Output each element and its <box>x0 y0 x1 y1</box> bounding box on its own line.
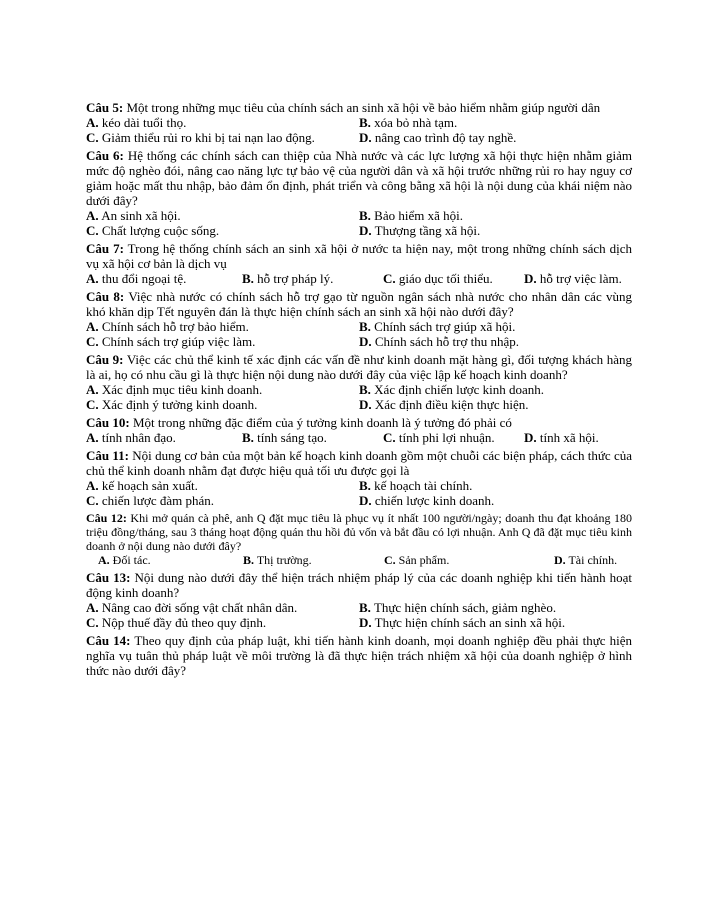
option-letter: C. <box>86 223 99 238</box>
option-row <box>86 553 632 567</box>
option-row <box>86 334 632 349</box>
document-page <box>86 100 632 681</box>
question-text <box>86 289 632 319</box>
option-a <box>86 382 359 397</box>
option-text: Chính sách hỗ trợ thu nhập. <box>374 334 519 349</box>
question-text <box>86 633 632 678</box>
option-d <box>359 493 632 508</box>
option-text: xóa bỏ nhà tạm. <box>374 115 458 130</box>
question-label: Câu 14: <box>86 633 131 648</box>
option-text: Chính sách trợ giúp việc làm. <box>101 334 256 349</box>
option-letter: C. <box>86 334 99 349</box>
question-12 <box>86 511 632 567</box>
option-c <box>86 223 359 238</box>
option-text: tính sáng tạo. <box>257 430 327 445</box>
option-b <box>359 208 632 223</box>
question-text <box>86 511 632 553</box>
option-text: An sinh xã hội. <box>101 208 181 223</box>
option-row <box>86 397 632 412</box>
question-text <box>86 352 632 382</box>
option-a <box>86 600 359 615</box>
option-text: Thị trường. <box>256 553 312 567</box>
option-c <box>86 493 359 508</box>
question-label: Câu 11: <box>86 448 130 463</box>
option-a <box>86 430 242 445</box>
option-text: tính nhân đạo. <box>101 430 176 445</box>
option-d <box>359 130 632 145</box>
option-text: Thực hiện chính sách an sinh xã hội. <box>374 615 566 630</box>
question-body: Trong hệ thống chính sách an sinh xã hội ở nước ta hiện nay, một trong những chính sách dịch vụ xã hội cơ bản là dịch vụ <box>86 241 633 271</box>
question-14 <box>86 633 632 678</box>
option-row <box>86 478 632 493</box>
option-letter: B. <box>359 478 371 493</box>
option-letter: B. <box>359 382 371 397</box>
option-text: nâng cao trình độ tay nghề. <box>374 130 517 145</box>
option-b <box>243 553 384 567</box>
option-text: Thượng tầng xã hội. <box>374 223 481 238</box>
option-letter: A. <box>86 319 99 334</box>
option-letter: A. <box>86 115 99 130</box>
option-c <box>383 271 524 286</box>
option-text: tính xã hội. <box>539 430 599 445</box>
question-body: Một trong những đặc điểm của ý tưởng kinh doanh là ý tưởng đó phải có <box>132 415 512 430</box>
option-letter: B. <box>242 430 254 445</box>
option-text: thu đổi ngoại tệ. <box>101 271 187 286</box>
option-text: Sản phẩm. <box>398 553 450 567</box>
option-d <box>359 397 632 412</box>
question-8 <box>86 289 632 349</box>
option-text: kế hoạch tài chính. <box>374 478 473 493</box>
option-text: Bảo hiểm xã hội. <box>374 208 463 223</box>
option-text: Xác định ý tưởng kinh doanh. <box>101 397 258 412</box>
option-letter: B. <box>359 208 371 223</box>
question-5 <box>86 100 632 145</box>
option-text: Đối tác. <box>112 553 151 567</box>
option-b <box>359 478 632 493</box>
question-label: Câu 7: <box>86 241 124 256</box>
option-letter: A. <box>86 208 99 223</box>
question-body: Việc các chủ thể kinh tế xác định các vấn đề như kinh doanh mặt hàng gì, đối tượng khách hàng là ai, họ có nhu cầu gì là thực hiện nội dung nào dưới đây của việc lập kế hoạch kinh doanh? <box>86 352 633 382</box>
option-text: Giảm thiểu rủi ro khi bị tai nạn lao động. <box>101 130 315 145</box>
question-label: Câu 9: <box>86 352 124 367</box>
option-b <box>359 115 632 130</box>
question-label: Câu 5: <box>86 100 124 115</box>
option-d <box>554 553 632 567</box>
question-11 <box>86 448 632 508</box>
option-d <box>524 430 632 445</box>
option-letter: D. <box>554 553 566 567</box>
option-text: chiến lược kinh doanh. <box>374 493 495 508</box>
option-letter: B. <box>243 553 255 567</box>
question-13 <box>86 570 632 630</box>
option-c <box>86 615 359 630</box>
question-label: Câu 12: <box>86 511 127 525</box>
option-letter: D. <box>359 615 372 630</box>
option-d <box>524 271 632 286</box>
option-text: tính phi lợi nhuận. <box>398 430 495 445</box>
option-a <box>86 115 359 130</box>
question-text <box>86 100 632 115</box>
question-body: Một trong những mục tiêu của chính sách an sinh xã hội về bảo hiểm nhằm giúp người dân <box>126 100 601 115</box>
option-row <box>86 493 632 508</box>
option-letter: A. <box>86 478 99 493</box>
option-letter: B. <box>359 115 371 130</box>
option-text: Nộp thuế đầy đủ theo quy định. <box>101 615 267 630</box>
option-row <box>86 319 632 334</box>
question-7 <box>86 241 632 286</box>
option-text: Tài chính. <box>568 553 618 567</box>
option-letter: C. <box>86 130 99 145</box>
option-letter: A. <box>86 382 99 397</box>
option-row <box>86 223 632 238</box>
option-row <box>86 382 632 397</box>
question-body: Nội dung cơ bản của một bản kế hoạch kinh doanh gồm một chuỗi các biện pháp, cách thức của chủ thể kinh doanh nhằm đạt được hiệu quả tối ưu được gọi là <box>86 448 632 478</box>
option-c <box>383 430 524 445</box>
option-b <box>359 600 632 615</box>
option-text: kéo dài tuổi thọ. <box>101 115 187 130</box>
option-row <box>86 115 632 130</box>
question-label: Câu 10: <box>86 415 130 430</box>
option-row <box>86 600 632 615</box>
option-letter: C. <box>383 430 396 445</box>
question-body: Nội dung nào dưới đây thể hiện trách nhiệm pháp lý của các doanh nghiệp khi tiến hành hoạt động kinh doanh? <box>86 570 633 600</box>
option-d <box>359 223 632 238</box>
option-text: Chính sách trợ giúp xã hội. <box>374 319 516 334</box>
option-text: chiến lược đàm phán. <box>101 493 214 508</box>
option-letter: D. <box>359 130 372 145</box>
option-row <box>86 430 632 445</box>
option-d <box>359 615 632 630</box>
question-6 <box>86 148 632 238</box>
option-letter: C. <box>86 493 99 508</box>
option-letter: C. <box>86 615 99 630</box>
question-label: Câu 8: <box>86 289 125 304</box>
question-text <box>86 448 632 478</box>
question-label: Câu 13: <box>86 570 131 585</box>
option-b <box>242 271 383 286</box>
question-text <box>86 415 632 430</box>
option-b <box>242 430 383 445</box>
option-text: Chính sách hỗ trợ bảo hiểm. <box>101 319 249 334</box>
option-d <box>359 334 632 349</box>
option-letter: A. <box>86 600 99 615</box>
question-9 <box>86 352 632 412</box>
option-a <box>98 553 243 567</box>
option-a <box>86 208 359 223</box>
question-text <box>86 241 632 271</box>
option-a <box>86 319 359 334</box>
option-letter: D. <box>359 493 372 508</box>
option-a <box>86 478 359 493</box>
option-letter: C. <box>384 553 396 567</box>
option-letter: C. <box>383 271 396 286</box>
option-row <box>86 615 632 630</box>
option-a <box>86 271 242 286</box>
question-text <box>86 148 632 208</box>
option-c <box>86 397 359 412</box>
option-letter: A. <box>86 271 99 286</box>
option-text: Xác định điều kiện thực hiện. <box>374 397 529 412</box>
question-10 <box>86 415 632 445</box>
question-text <box>86 570 632 600</box>
option-b <box>359 319 632 334</box>
option-row <box>86 271 632 286</box>
question-label: Câu 6: <box>86 148 124 163</box>
question-body: Khi mở quán cà phê, anh Q đặt mục tiêu là phục vụ ít nhất 100 người/ngày; doanh thu đạt khoảng 180 triệu đồng/tháng, sau 3 tháng hoạt động quán thu hồi đủ vốn và bắt đầu có lợi nhuận. Anh Q đã đặt mục tiêu kinh doanh ở nội dung nào dưới đây? <box>86 511 632 553</box>
option-letter: B. <box>359 600 371 615</box>
option-letter: B. <box>359 319 371 334</box>
option-text: Xác định chiến lược kinh doanh. <box>374 382 545 397</box>
option-text: Xác định mục tiêu kinh doanh. <box>101 382 263 397</box>
option-text: Nâng cao đời sống vật chất nhân dân. <box>101 600 298 615</box>
option-letter: C. <box>86 397 99 412</box>
option-letter: D. <box>359 223 372 238</box>
option-row <box>86 208 632 223</box>
question-body: Hệ thống các chính sách can thiệp của Nhà nước và các lực lượng xã hội thực hiện nhằm giảm mức độ nghèo đói, nâng cao năng lực tự bảo vệ của người dân và xã hội trước những rủi ro hay nguy cơ giảm hoặc mất thu nhập, bảo đảm ổn định, phát triển và công bằng xã hội là nội dung của khái niệm nào dưới đây? <box>86 148 633 208</box>
option-text: hỗ trợ pháp lý. <box>257 271 334 286</box>
option-c <box>86 130 359 145</box>
option-text: Chất lượng cuộc sống. <box>101 223 220 238</box>
option-letter: D. <box>524 430 537 445</box>
option-letter: A. <box>98 553 110 567</box>
option-b <box>359 382 632 397</box>
question-body: Việc nhà nước có chính sách hỗ trợ gạo từ nguồn ngân sách nhà nước cho nhân dân các vùng khó khăn dịp Tết nguyên đán là thực hiện chính sách an sinh xã hội nào dưới đây? <box>86 289 633 319</box>
option-text: kế hoạch sản xuất. <box>101 478 198 493</box>
option-letter: A. <box>86 430 99 445</box>
option-c <box>86 334 359 349</box>
option-row <box>86 130 632 145</box>
option-text: hỗ trợ việc làm. <box>539 271 622 286</box>
option-c <box>384 553 554 567</box>
option-letter: D. <box>359 334 372 349</box>
option-letter: D. <box>359 397 372 412</box>
option-letter: B. <box>242 271 254 286</box>
option-letter: D. <box>524 271 537 286</box>
question-body: Theo quy định của pháp luật, khi tiến hành kinh doanh, mọi doanh nghiệp đều phải thực hiện nghĩa vụ tuân thủ pháp luật về môi trường là đã thực hiện trách nhiệm xã hội của doanh nghiệp ở hình thức nào dưới đây? <box>86 633 633 678</box>
option-text: Thực hiện chính sách, giảm nghèo. <box>373 600 557 615</box>
option-text: giáo dục tối thiểu. <box>398 271 493 286</box>
